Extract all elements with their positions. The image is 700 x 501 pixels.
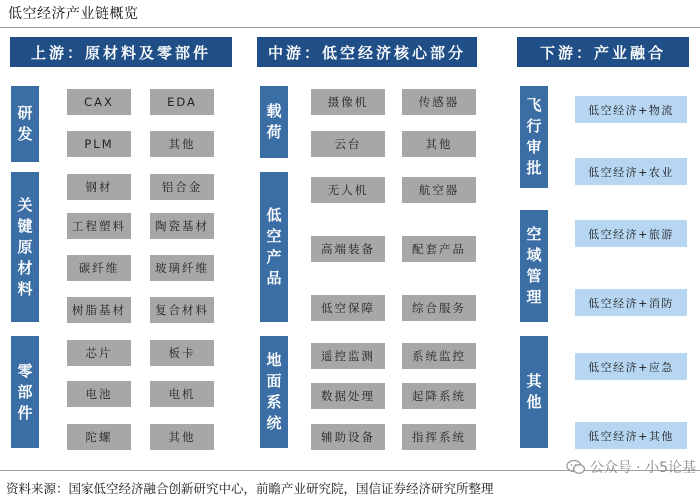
integration-box: 低空经济+农业 bbox=[575, 158, 687, 185]
item-box: 其他 bbox=[150, 131, 214, 157]
category-products-label: 低空产品 bbox=[266, 206, 282, 287]
item-box: PLM bbox=[67, 131, 131, 157]
source-note: 资料来源：国家低空经济融合创新研究中心，前瞻产业研究院，国信证券经济研究所整理 bbox=[6, 481, 494, 496]
item-box: 陶瓷基材 bbox=[150, 213, 214, 239]
upstream-header: 上游：原材料及零部件 bbox=[10, 37, 232, 67]
category-approval-label: 飞行审批 bbox=[526, 96, 542, 177]
category-parts-label: 零部件 bbox=[17, 361, 33, 422]
integration-box: 低空经济+应急 bbox=[575, 353, 687, 380]
item-box: 板卡 bbox=[150, 340, 214, 366]
watermark-text: 公众号 · 小5论基 bbox=[589, 460, 696, 476]
item-box: 高端装备 bbox=[311, 236, 385, 262]
category-airspace bbox=[520, 210, 548, 322]
item-box: 钢材 bbox=[67, 174, 131, 200]
item-box: 指挥系统 bbox=[402, 424, 476, 450]
item-box: 辅助设备 bbox=[311, 424, 385, 450]
item-box: 树脂基材 bbox=[67, 297, 131, 323]
item-box: 系统监控 bbox=[402, 343, 476, 369]
item-box: 工程塑料 bbox=[67, 213, 131, 239]
item-box: 数据处理 bbox=[311, 383, 385, 409]
integration-box: 低空经济+旅游 bbox=[575, 220, 687, 247]
category-other-label: 其他 bbox=[526, 372, 542, 411]
category-materials-label: 关键原材料 bbox=[17, 195, 33, 298]
item-box: 航空器 bbox=[402, 177, 476, 203]
item-box: 电池 bbox=[67, 381, 131, 407]
watermark bbox=[566, 457, 696, 477]
item-box: 其他 bbox=[150, 424, 214, 450]
integration-box: 低空经济+消防 bbox=[575, 289, 687, 316]
item-box: 无人机 bbox=[311, 177, 385, 203]
page-title: 低空经济产业链概览 bbox=[8, 6, 139, 22]
category-materials bbox=[11, 172, 39, 322]
item-box: 复合材料 bbox=[150, 297, 214, 323]
item-box: 铝合金 bbox=[150, 174, 214, 200]
item-box: 遥控监测 bbox=[311, 343, 385, 369]
item-box: 芯片 bbox=[67, 340, 131, 366]
item-box: 起降系统 bbox=[402, 383, 476, 409]
item-box: 低空保障 bbox=[311, 295, 385, 321]
wechat-icon bbox=[566, 459, 586, 475]
item-box: 陀螺 bbox=[67, 424, 131, 450]
item-box: 云台 bbox=[311, 131, 385, 157]
category-ground bbox=[260, 336, 288, 448]
downstream-header: 下游：产业融合 bbox=[517, 37, 689, 67]
category-parts bbox=[11, 336, 39, 448]
item-box: 碳纤维 bbox=[67, 255, 131, 281]
category-products bbox=[260, 172, 288, 322]
category-approval bbox=[520, 86, 548, 188]
category-payload-label: 载荷 bbox=[266, 102, 282, 141]
category-airspace-label: 空域管理 bbox=[526, 225, 542, 306]
item-box: 摄像机 bbox=[311, 89, 385, 115]
item-box: 玻璃纤维 bbox=[150, 255, 214, 281]
item-box: 综合服务 bbox=[402, 295, 476, 321]
category-other bbox=[520, 336, 548, 448]
category-rnd bbox=[11, 86, 39, 162]
title-divider bbox=[0, 27, 700, 28]
item-box: CAX bbox=[67, 89, 131, 115]
integration-box: 低空经济+其他 bbox=[575, 422, 687, 449]
category-ground-label: 地面系统 bbox=[266, 351, 282, 432]
category-rnd-label: 研发 bbox=[17, 104, 33, 143]
category-payload bbox=[260, 86, 288, 158]
integration-box: 低空经济+物流 bbox=[575, 96, 687, 123]
item-box: 电机 bbox=[150, 381, 214, 407]
item-box: 传感器 bbox=[402, 89, 476, 115]
item-box: 配套产品 bbox=[402, 236, 476, 262]
midstream-header: 中游：低空经济核心部分 bbox=[257, 37, 477, 67]
item-box: 其他 bbox=[402, 131, 476, 157]
item-box: EDA bbox=[150, 89, 214, 115]
